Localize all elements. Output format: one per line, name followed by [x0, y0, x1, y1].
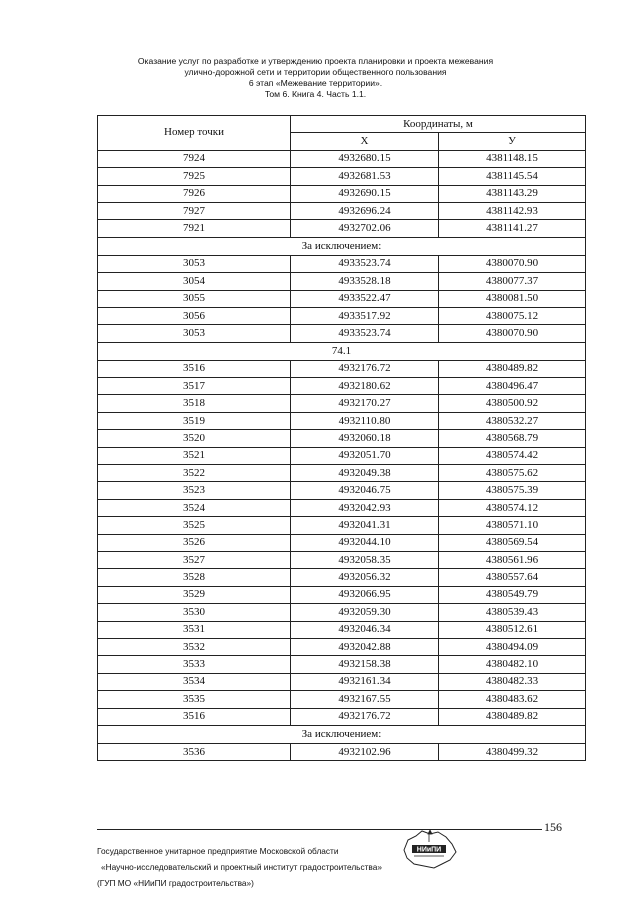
x-coordinate-cell: 4932042.93	[291, 499, 439, 516]
point-number-cell: 7925	[98, 168, 291, 185]
y-coordinate-cell: 4380070.90	[439, 255, 586, 272]
table-row	[98, 255, 586, 272]
point-number-cell: 3056	[98, 307, 291, 324]
y-coordinate-cell: 4380075.12	[439, 307, 586, 324]
point-number-cell: 3533	[98, 656, 291, 673]
point-number-cell: 3529	[98, 586, 291, 603]
x-coordinate-cell: 4932680.15	[291, 150, 439, 167]
x-coordinate-cell: 4933522.47	[291, 290, 439, 307]
point-number-cell: 3524	[98, 499, 291, 516]
point-number-cell: 7924	[98, 150, 291, 167]
table-row	[98, 517, 586, 534]
point-number-cell: 3527	[98, 551, 291, 568]
x-coordinate-cell: 4932051.70	[291, 447, 439, 464]
table-row	[98, 150, 586, 167]
point-number-cell: 3516	[98, 708, 291, 725]
point-number-cell: 3053	[98, 255, 291, 272]
table-row	[98, 656, 586, 673]
y-coordinate-cell: 4380483.62	[439, 691, 586, 708]
y-coordinate-cell: 4380496.47	[439, 378, 586, 395]
x-coordinate-cell: 4932066.95	[291, 586, 439, 603]
point-number-cell: 3531	[98, 621, 291, 638]
footer-line-3: (ГУП МО «НИиПИ градостроительства»)	[97, 878, 254, 888]
point-number-cell: 3521	[98, 447, 291, 464]
table-row	[98, 273, 586, 290]
coordinates-table	[97, 115, 586, 761]
point-number-cell: 3530	[98, 604, 291, 621]
table-row	[98, 220, 586, 237]
x-coordinate-cell: 4932158.38	[291, 656, 439, 673]
x-coordinate-cell: 4932170.27	[291, 395, 439, 412]
y-coordinate-cell: 4380482.33	[439, 673, 586, 690]
point-number-cell: 3526	[98, 534, 291, 551]
x-coordinate-cell: 4932042.88	[291, 638, 439, 655]
page-number: 156	[544, 820, 562, 834]
table-row	[98, 307, 586, 324]
x-coordinate-cell: 4933517.92	[291, 307, 439, 324]
y-coordinate-cell: 4380575.62	[439, 465, 586, 482]
header-line-1: Оказание услуг по разработке и утверждению проекта планировки и проекта межевания	[137, 56, 494, 66]
point-number-cell: 7926	[98, 185, 291, 202]
y-coordinate-cell: 4380568.79	[439, 430, 586, 447]
column-header-y: У	[439, 133, 586, 150]
document-header	[0, 56, 631, 100]
column-header-coordinates: Координаты, м	[291, 116, 586, 133]
table-row	[98, 586, 586, 603]
point-number-cell: 3519	[98, 412, 291, 429]
x-coordinate-cell: 4932060.18	[291, 430, 439, 447]
x-coordinate-cell: 4932059.30	[291, 604, 439, 621]
x-coordinate-cell: 4933528.18	[291, 273, 439, 290]
y-coordinate-cell: 4381142.93	[439, 202, 586, 219]
point-number-cell: 3528	[98, 569, 291, 586]
x-coordinate-cell: 4932058.35	[291, 551, 439, 568]
point-number-cell: 3516	[98, 360, 291, 377]
point-number-cell: 3535	[98, 691, 291, 708]
y-coordinate-cell: 4380575.39	[439, 482, 586, 499]
table-row	[98, 743, 586, 760]
table-row	[98, 412, 586, 429]
y-coordinate-cell: 4380489.82	[439, 360, 586, 377]
point-number-cell: 3525	[98, 517, 291, 534]
section-label: 74.1	[98, 342, 586, 360]
point-number-cell: 3518	[98, 395, 291, 412]
x-coordinate-cell: 4933523.74	[291, 255, 439, 272]
table-body	[98, 150, 586, 761]
section-label: За исключением:	[98, 237, 586, 255]
table-row	[98, 395, 586, 412]
table-row	[98, 360, 586, 377]
y-coordinate-cell: 4380574.12	[439, 499, 586, 516]
x-coordinate-cell: 4933523.74	[291, 325, 439, 342]
x-coordinate-cell: 4932046.34	[291, 621, 439, 638]
x-coordinate-cell: 4932161.34	[291, 673, 439, 690]
x-coordinate-cell: 4932046.75	[291, 482, 439, 499]
y-coordinate-cell: 4380539.43	[439, 604, 586, 621]
y-coordinate-cell: 4381148.15	[439, 150, 586, 167]
x-coordinate-cell: 4932044.10	[291, 534, 439, 551]
y-coordinate-cell: 4380077.37	[439, 273, 586, 290]
y-coordinate-cell: 4380499.32	[439, 743, 586, 760]
y-coordinate-cell: 4380532.27	[439, 412, 586, 429]
table-row	[98, 430, 586, 447]
point-number-cell: 3053	[98, 325, 291, 342]
x-coordinate-cell: 4932176.72	[291, 360, 439, 377]
table-row	[98, 621, 586, 638]
y-coordinate-cell: 4380512.61	[439, 621, 586, 638]
table-row	[98, 185, 586, 202]
point-number-cell: 3054	[98, 273, 291, 290]
y-coordinate-cell: 4380549.79	[439, 586, 586, 603]
x-coordinate-cell: 4932681.53	[291, 168, 439, 185]
table-section-row	[98, 342, 586, 360]
point-number-cell: 3532	[98, 638, 291, 655]
table-row	[98, 569, 586, 586]
point-number-cell: 7927	[98, 202, 291, 219]
y-coordinate-cell: 4380500.92	[439, 395, 586, 412]
point-number-cell: 3055	[98, 290, 291, 307]
point-number-cell: 3517	[98, 378, 291, 395]
table-row	[98, 465, 586, 482]
table-row	[98, 202, 586, 219]
y-coordinate-cell: 4380081.50	[439, 290, 586, 307]
y-coordinate-cell: 4380561.96	[439, 551, 586, 568]
y-coordinate-cell: 4380557.64	[439, 569, 586, 586]
table-row	[98, 604, 586, 621]
y-coordinate-cell: 4381145.54	[439, 168, 586, 185]
x-coordinate-cell: 4932102.96	[291, 743, 439, 760]
header-line-4: Том 6. Книга 4. Часть 1.1.	[264, 89, 367, 99]
logo-text: НИиПИ	[416, 846, 442, 854]
y-coordinate-cell: 4380571.10	[439, 517, 586, 534]
table-row	[98, 168, 586, 185]
footer-line-2: «Научно-исследовательский и проектный институт градостроительства»	[101, 862, 382, 872]
table-row	[98, 447, 586, 464]
x-coordinate-cell: 4932180.62	[291, 378, 439, 395]
table-row	[98, 378, 586, 395]
table-row	[98, 551, 586, 568]
y-coordinate-cell: 4380494.09	[439, 638, 586, 655]
footer-divider	[97, 829, 542, 830]
section-label: За исключением:	[98, 725, 586, 743]
y-coordinate-cell: 4380574.42	[439, 447, 586, 464]
x-coordinate-cell: 4932056.32	[291, 569, 439, 586]
y-coordinate-cell: 4381141.27	[439, 220, 586, 237]
x-coordinate-cell: 4932049.38	[291, 465, 439, 482]
table-row	[98, 638, 586, 655]
table-row	[98, 708, 586, 725]
x-coordinate-cell: 4932690.15	[291, 185, 439, 202]
footer-line-1: Государственное унитарное предприятие Московской области	[97, 846, 339, 856]
table-row	[98, 673, 586, 690]
y-coordinate-cell: 4380482.10	[439, 656, 586, 673]
point-number-cell: 3523	[98, 482, 291, 499]
point-number-cell: 3522	[98, 465, 291, 482]
header-line-2: улично-дорожной сети и территории общественного пользования	[184, 67, 447, 77]
point-number-cell: 3520	[98, 430, 291, 447]
table-row	[98, 691, 586, 708]
column-header-point-number: Номер точки	[98, 116, 291, 151]
x-coordinate-cell: 4932702.06	[291, 220, 439, 237]
point-number-cell: 3534	[98, 673, 291, 690]
table-row	[98, 290, 586, 307]
x-coordinate-cell: 4932176.72	[291, 708, 439, 725]
x-coordinate-cell: 4932696.24	[291, 202, 439, 219]
x-coordinate-cell: 4932110.80	[291, 412, 439, 429]
y-coordinate-cell: 4380569.54	[439, 534, 586, 551]
table-row	[98, 499, 586, 516]
moscow-region-map-logo-icon	[398, 828, 460, 870]
x-coordinate-cell: 4932041.31	[291, 517, 439, 534]
header-line-3: 6 этап «Межевание территории».	[248, 78, 383, 88]
document-footer	[97, 843, 382, 891]
y-coordinate-cell: 4380489.82	[439, 708, 586, 725]
point-number-cell: 3536	[98, 743, 291, 760]
table-row	[98, 534, 586, 551]
table-section-row	[98, 237, 586, 255]
x-coordinate-cell: 4932167.55	[291, 691, 439, 708]
y-coordinate-cell: 4381143.29	[439, 185, 586, 202]
table-row	[98, 325, 586, 342]
y-coordinate-cell: 4380070.90	[439, 325, 586, 342]
table-section-row	[98, 725, 586, 743]
table-row	[98, 482, 586, 499]
point-number-cell: 7921	[98, 220, 291, 237]
column-header-x: X	[291, 133, 439, 150]
